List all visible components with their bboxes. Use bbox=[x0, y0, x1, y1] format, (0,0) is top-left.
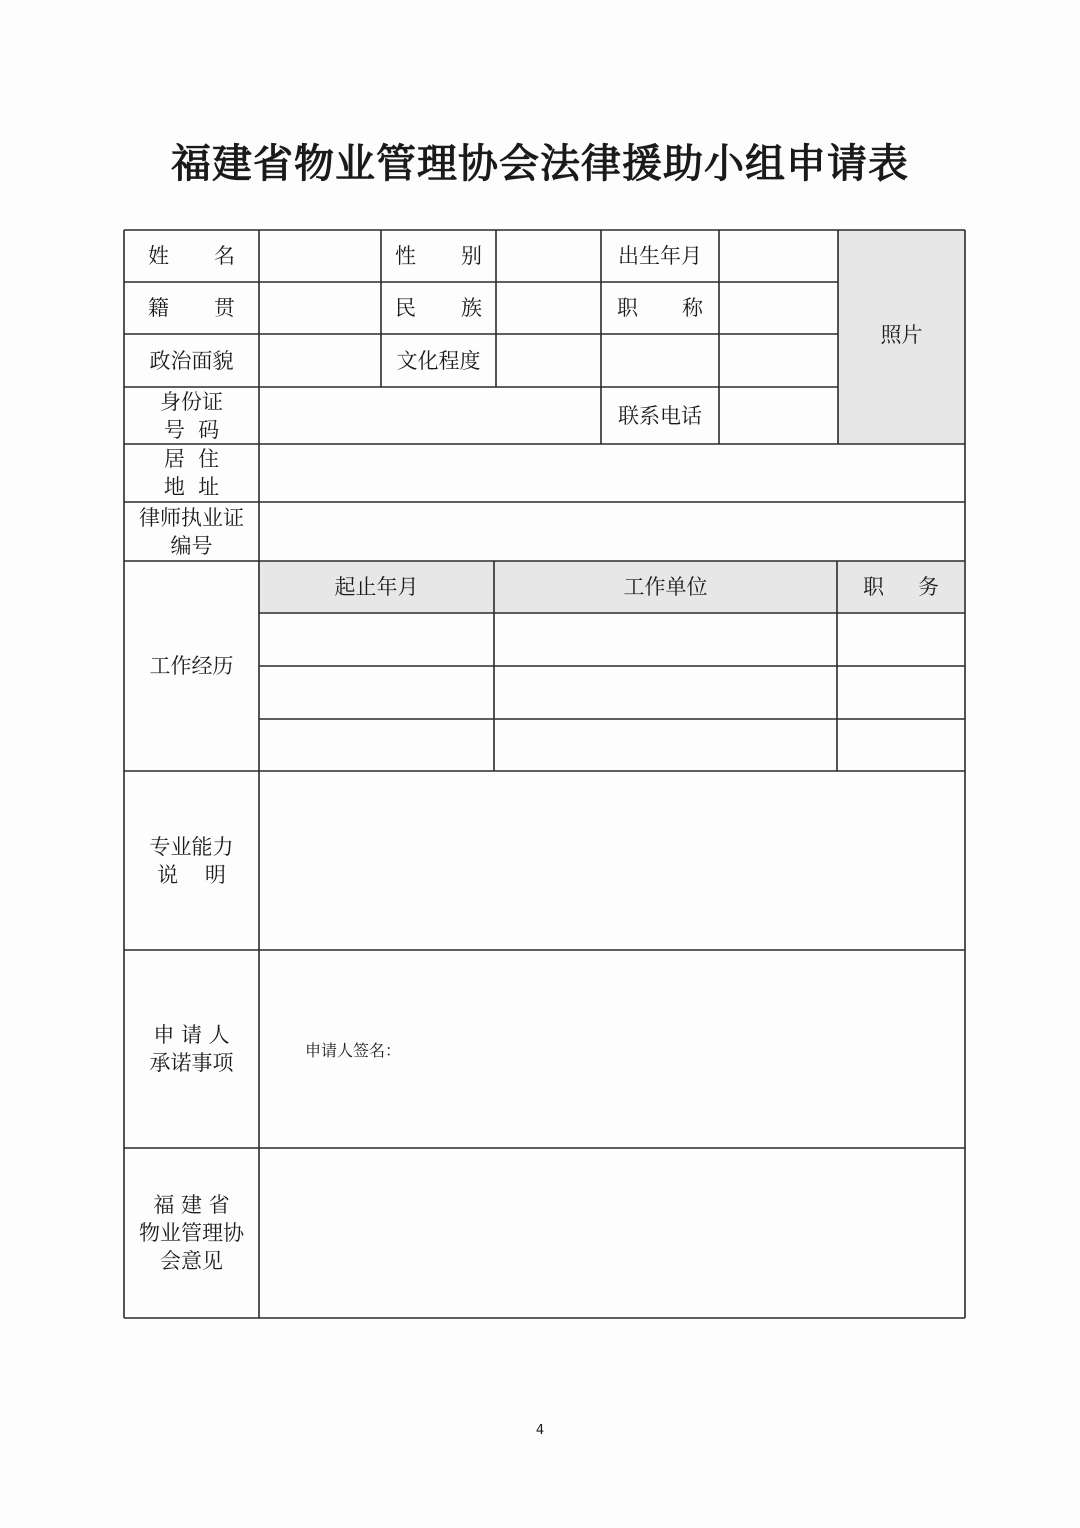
name-label: 姓 名 bbox=[148, 244, 235, 268]
work-history-row-1[interactable] bbox=[259, 613, 965, 666]
gender-field[interactable] bbox=[496, 230, 601, 282]
work-history-row-2[interactable] bbox=[259, 666, 965, 719]
association-opinion-field[interactable] bbox=[259, 1148, 965, 1318]
page-number: 4 bbox=[535, 1423, 545, 1438]
work-history-row-3[interactable] bbox=[259, 719, 965, 771]
applicant-signature-label: 申请人签名： bbox=[305, 1041, 402, 1060]
professional-title-label: 职 称 bbox=[617, 296, 703, 320]
period-column-header: 起止年月 bbox=[334, 575, 419, 599]
birth-label: 出生年月 bbox=[618, 244, 702, 268]
gender-label: 性 别 bbox=[395, 244, 482, 268]
lawyer-license-field[interactable] bbox=[259, 502, 965, 561]
address-label: 居 住 地 址 bbox=[163, 447, 220, 499]
association-opinion-label: 福 建 省 物业管理协 会意见 bbox=[139, 1193, 244, 1273]
work-history-label: 工作经历 bbox=[149, 654, 234, 678]
political-status-field[interactable] bbox=[259, 334, 381, 387]
photo-label: 照片 bbox=[880, 323, 923, 347]
address-field[interactable] bbox=[259, 444, 965, 502]
professional-ability-field[interactable] bbox=[259, 771, 965, 950]
name-field[interactable] bbox=[259, 230, 381, 282]
education-label: 文化程度 bbox=[396, 348, 481, 373]
birth-field[interactable] bbox=[719, 230, 838, 282]
id-number-field[interactable] bbox=[259, 387, 601, 444]
native-place-field[interactable] bbox=[259, 282, 381, 334]
ethnicity-label: 民 族 bbox=[395, 296, 482, 320]
ethnicity-field[interactable] bbox=[496, 282, 601, 334]
applicant-commitment-label: 申 请 人 承诺事项 bbox=[149, 1023, 234, 1075]
id-number-label: 身份证 号 码 bbox=[160, 389, 223, 442]
education-field[interactable] bbox=[496, 334, 601, 387]
employer-column-header: 工作单位 bbox=[623, 575, 708, 599]
form-title: 福建省物业管理协会法律援助小组申请表 bbox=[171, 140, 909, 187]
professional-ability-label: 专业能力 说 明 bbox=[149, 834, 234, 887]
native-place-label: 籍 贯 bbox=[148, 296, 235, 320]
political-status-label: 政治面貌 bbox=[149, 348, 234, 373]
position-column-header: 职 务 bbox=[863, 575, 939, 599]
phone-label: 联系电话 bbox=[618, 403, 702, 428]
phone-field[interactable] bbox=[719, 387, 838, 444]
lawyer-license-label: 律师执业证 编号 bbox=[139, 505, 244, 558]
professional-title-field[interactable] bbox=[719, 282, 838, 334]
